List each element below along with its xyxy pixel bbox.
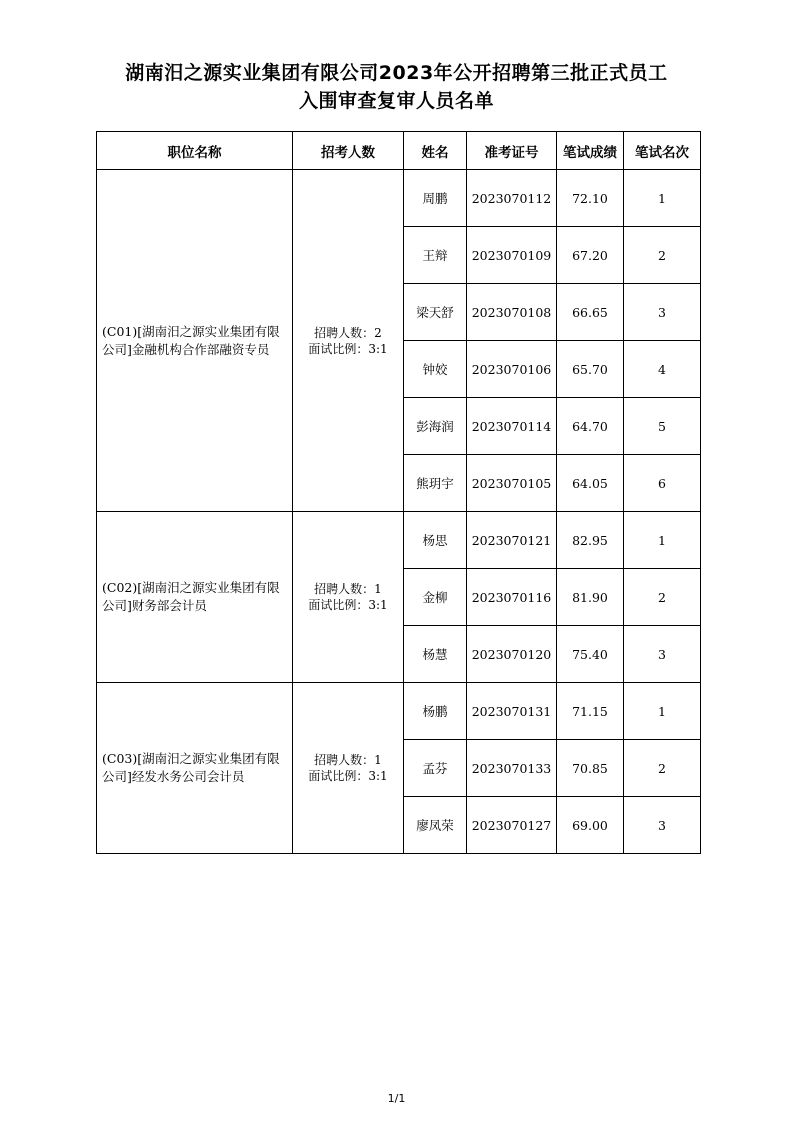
table-row bbox=[97, 512, 701, 569]
candidate-exam-id: 2023070133 bbox=[467, 740, 557, 797]
candidate-exam-id: 2023070127 bbox=[467, 797, 557, 854]
table-row bbox=[97, 683, 701, 740]
header-position: 职位名称 bbox=[97, 132, 293, 170]
interview-ratio: 面试比例：3:1 bbox=[308, 341, 388, 356]
header-name: 姓名 bbox=[404, 132, 467, 170]
candidate-rank: 3 bbox=[624, 284, 701, 341]
candidate-exam-id: 2023070105 bbox=[467, 455, 557, 512]
candidate-name: 廖凤荣 bbox=[404, 797, 467, 854]
quota-cell bbox=[293, 170, 404, 512]
candidate-exam-id: 2023070116 bbox=[467, 569, 557, 626]
candidate-exam-id: 2023070109 bbox=[467, 227, 557, 284]
candidate-rank: 1 bbox=[624, 683, 701, 740]
candidate-exam-id: 2023070114 bbox=[467, 398, 557, 455]
candidate-name: 熊玥宇 bbox=[404, 455, 467, 512]
candidate-rank: 5 bbox=[624, 398, 701, 455]
candidate-rank: 2 bbox=[624, 740, 701, 797]
candidate-rank: 3 bbox=[624, 626, 701, 683]
header-exam-id: 准考证号 bbox=[467, 132, 557, 170]
table-row bbox=[97, 170, 701, 227]
candidate-exam-id: 2023070106 bbox=[467, 341, 557, 398]
quota-count: 招聘人数：1 bbox=[314, 582, 382, 596]
candidate-rank: 2 bbox=[624, 569, 701, 626]
candidate-rank: 1 bbox=[624, 170, 701, 227]
candidate-name: 梁天舒 bbox=[404, 284, 467, 341]
candidate-score: 72.10 bbox=[557, 170, 624, 227]
position-cell: (C01)[湖南汨之源实业集团有限公司]金融机构合作部融资专员 bbox=[97, 170, 293, 512]
candidate-score: 64.70 bbox=[557, 398, 624, 455]
candidate-score: 65.70 bbox=[557, 341, 624, 398]
candidate-exam-id: 2023070121 bbox=[467, 512, 557, 569]
quota-count: 招聘人数：2 bbox=[314, 325, 382, 340]
candidate-name: 金柳 bbox=[404, 569, 467, 626]
candidate-rank: 6 bbox=[624, 455, 701, 512]
candidate-score: 66.65 bbox=[557, 284, 624, 341]
candidate-rank: 3 bbox=[624, 797, 701, 854]
candidate-name: 周鹏 bbox=[404, 170, 467, 227]
candidate-name: 杨思 bbox=[404, 512, 467, 569]
document-title-line-1: 湖南汨之源实业集团有限公司2023年公开招聘第三批正式员工 bbox=[125, 62, 668, 84]
candidate-rank: 4 bbox=[624, 341, 701, 398]
position-cell: (C02)[湖南汨之源实业集团有限公司]财务部会计员 bbox=[97, 512, 293, 683]
candidate-score: 82.95 bbox=[557, 512, 624, 569]
position-cell: (C03)[湖南汨之源实业集团有限公司]经发水务公司会计员 bbox=[97, 683, 293, 854]
candidate-score: 71.15 bbox=[557, 683, 624, 740]
candidate-exam-id: 2023070112 bbox=[467, 170, 557, 227]
document-title-line-2: 入围审查复审人员名单 bbox=[298, 90, 494, 112]
candidate-score: 69.00 bbox=[557, 797, 624, 854]
candidate-name: 钟姣 bbox=[404, 341, 467, 398]
candidate-exam-id: 2023070120 bbox=[467, 626, 557, 683]
candidate-name: 杨慧 bbox=[404, 626, 467, 683]
quota-count: 招聘人数：1 bbox=[314, 753, 382, 767]
header-quota: 招考人数 bbox=[293, 132, 404, 170]
candidate-name: 王辩 bbox=[404, 227, 467, 284]
candidate-name: 孟芬 bbox=[404, 740, 467, 797]
quota-cell bbox=[293, 512, 404, 683]
interview-ratio: 面试比例：3:1 bbox=[308, 769, 388, 783]
candidate-score: 64.05 bbox=[557, 455, 624, 512]
header-rank: 笔试名次 bbox=[624, 132, 701, 170]
candidate-name: 杨鹏 bbox=[404, 683, 467, 740]
page-number: 1/1 bbox=[387, 1092, 406, 1105]
candidate-score: 70.85 bbox=[557, 740, 624, 797]
candidate-score: 75.40 bbox=[557, 626, 624, 683]
candidate-exam-id: 2023070108 bbox=[467, 284, 557, 341]
candidate-rank: 2 bbox=[624, 227, 701, 284]
candidate-table bbox=[96, 131, 701, 854]
candidate-rank: 1 bbox=[624, 512, 701, 569]
candidate-name: 彭海润 bbox=[404, 398, 467, 455]
candidate-score: 81.90 bbox=[557, 569, 624, 626]
candidate-exam-id: 2023070131 bbox=[467, 683, 557, 740]
quota-cell bbox=[293, 683, 404, 854]
header-score: 笔试成绩 bbox=[557, 132, 624, 170]
candidate-score: 67.20 bbox=[557, 227, 624, 284]
table-header-row bbox=[97, 132, 701, 170]
interview-ratio: 面试比例：3:1 bbox=[308, 598, 388, 612]
